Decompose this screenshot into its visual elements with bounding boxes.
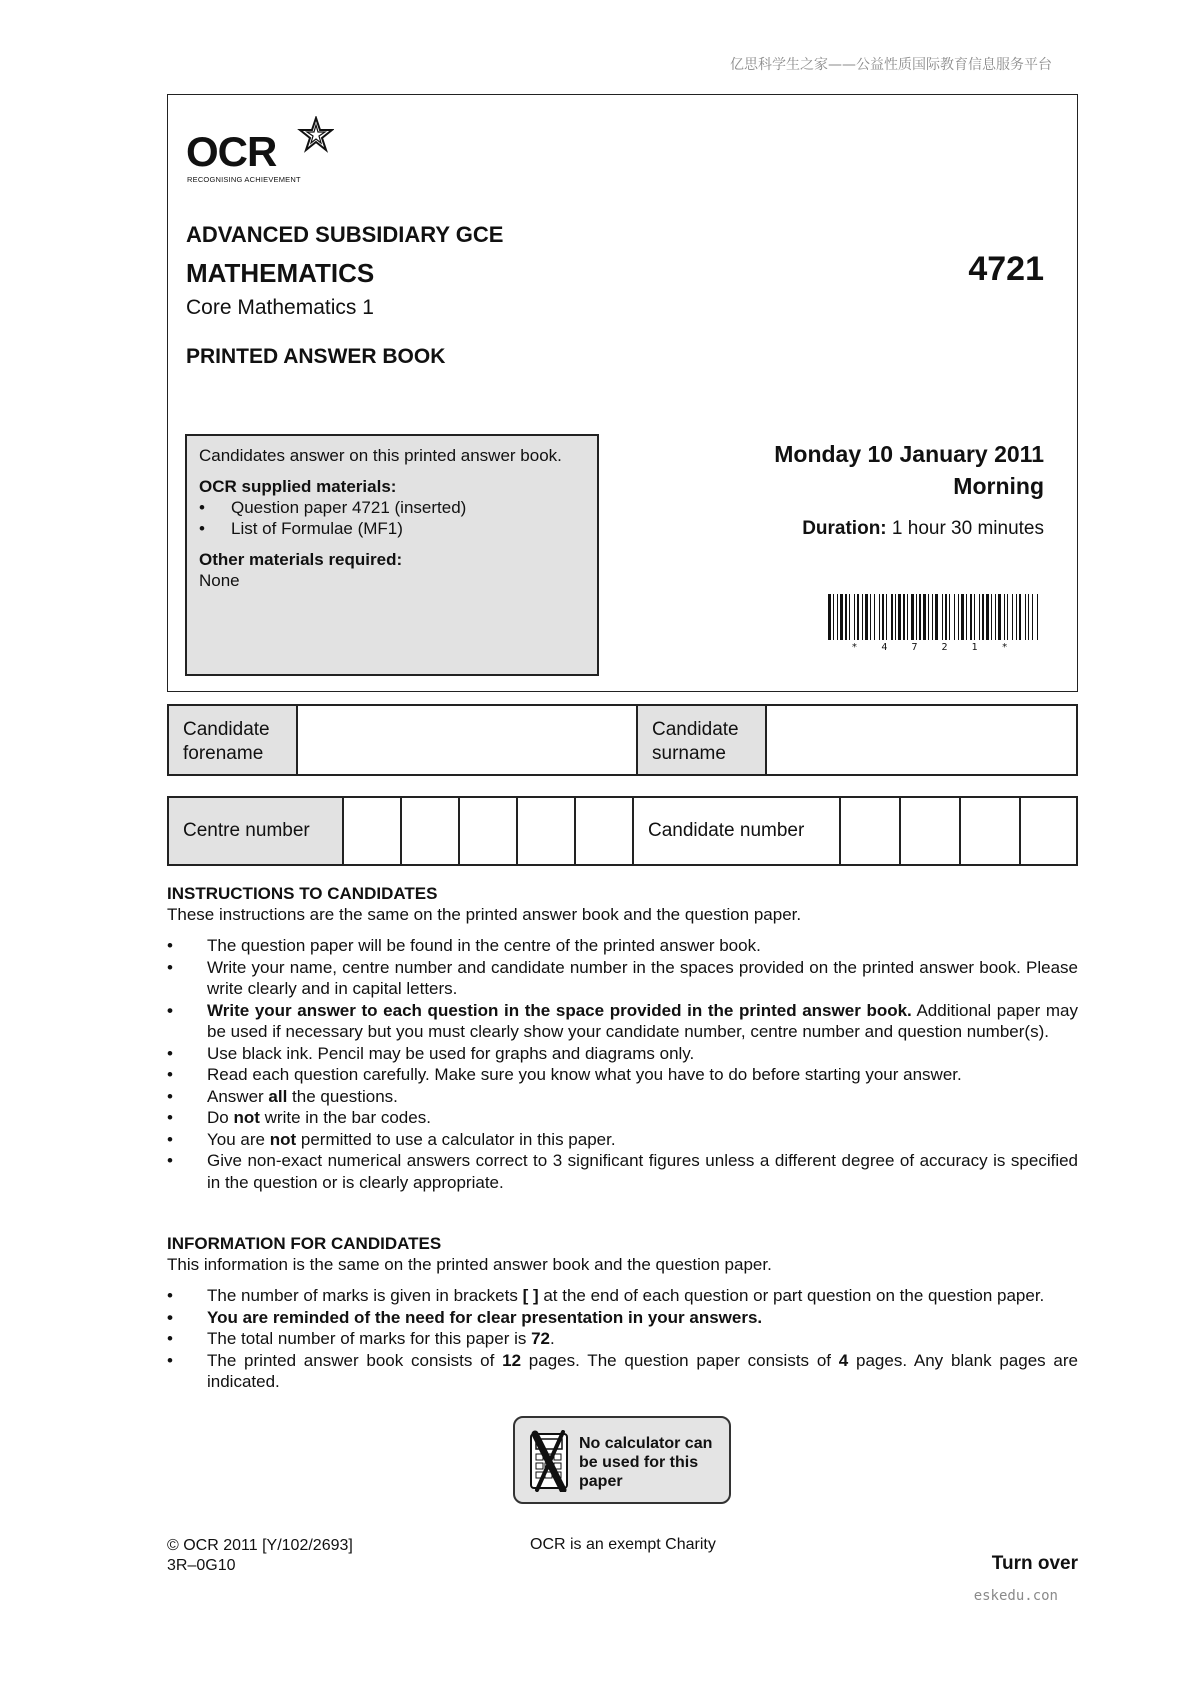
list-item: • Write your answer to each question in the space provided in the printed answer book. Additional paper may be used if necessary but you must clearly show your candidate number, centre number and question number(s). [167, 1000, 1078, 1041]
crossed-calculator-icon [527, 1430, 571, 1492]
barcode-caption: * 4 7 2 1 * [851, 642, 1017, 653]
centre-number-box[interactable] [516, 798, 574, 864]
instructions-title: INSTRUCTIONS TO CANDIDATES [167, 884, 438, 903]
centre-number-box[interactable] [574, 798, 632, 864]
list-item: • The total number of marks for this paper is 72. [167, 1329, 555, 1348]
centre-number-label: Centre number [169, 798, 342, 864]
list-item: • You are not permitted to use a calculator in this paper. [167, 1129, 616, 1149]
list-item: • List of Formulae (MF1) [199, 519, 403, 538]
other-heading: Other materials required: [199, 550, 403, 569]
candidate-number-box[interactable] [839, 798, 899, 864]
forename-field[interactable] [296, 706, 638, 774]
duration [700, 518, 1044, 540]
exam-date-block [700, 438, 1044, 502]
copyright: © OCR 2011 [Y/102/2693] [167, 1537, 353, 1554]
barcode [826, 594, 1042, 654]
candidate-number-label: Candidate number [632, 798, 839, 864]
instructions-subtitle: These instructions are the same on the printed answer book and the question paper. [167, 905, 802, 924]
candidate-number-box[interactable] [959, 798, 1019, 864]
charity-note: OCR is an exempt Charity [530, 1536, 716, 1553]
information-subtitle: This information is the same on the printed answer book and the question paper. [167, 1255, 772, 1274]
paper-ref: 3R–0G10 [167, 1557, 236, 1574]
list-item: • Answer all the questions. [167, 1086, 398, 1106]
ocr-logo [186, 116, 346, 188]
other-value: None [199, 571, 240, 590]
candidate-name-row [167, 704, 1078, 776]
unit-code: 4721 [968, 250, 1044, 288]
centre-number-box[interactable] [400, 798, 458, 864]
list-item: • The printed answer book consists of 12 pages. The question paper consists of 4 pages. Any blank pages are indicated. [167, 1350, 1079, 1391]
unit-title: Core Mathematics 1 [186, 296, 374, 319]
turn-over: Turn over [991, 1553, 1078, 1574]
qualification: ADVANCED SUBSIDIARY GCE [186, 222, 504, 247]
surname-field[interactable] [765, 706, 1076, 774]
materials-box [185, 434, 599, 676]
list-item: • The number of marks is given in brackets [ ] at the end of each question or part question on the question paper. [167, 1286, 1045, 1305]
duration-value: 1 hour 30 minutes [891, 518, 1044, 539]
watermark-bottom: eskedu.con [973, 1588, 1058, 1604]
logo-word: OCR [186, 128, 277, 175]
list-item: • The question paper will be found in the centre of the printed answer book. [167, 936, 761, 955]
materials-intro: Candidates answer on this printed answer book. [199, 446, 562, 465]
list-item: • Write your name, centre number and candidate number in the spaces provided on the printed answer book. Please write clearly and in capital letters. [167, 957, 1078, 998]
no-calculator-text: No calculator can be used for this paper [579, 1435, 713, 1490]
information-title: INFORMATION FOR CANDIDATES [167, 1234, 442, 1253]
information-list [167, 1285, 1078, 1393]
candidate-number-box[interactable] [1019, 798, 1076, 864]
list-item: • You are reminded of the need for clear presentation in your answers. [167, 1307, 763, 1327]
supplied-heading: OCR supplied materials: [199, 477, 397, 496]
footer-left [167, 1536, 353, 1576]
candidate-number-box[interactable] [899, 798, 959, 864]
centre-number-box[interactable] [458, 798, 516, 864]
list-item: • Do not write in the bar codes. [167, 1108, 431, 1127]
list-item: • Give non-exact numerical answers correct to 3 significant figures unless a different degree of accuracy is specified in the question or is clearly appropriate. [167, 1151, 1078, 1192]
centre-number-box[interactable] [342, 798, 400, 864]
list-item: • Read each question carefully. Make sure you know what you have to do before starting your answer. [167, 1065, 962, 1084]
subject-title: MATHEMATICS [186, 258, 375, 288]
star-icon [294, 116, 334, 154]
exam-date: Monday 10 January 2011 [774, 441, 1044, 467]
list-item: • Question paper 4721 (inserted) [199, 498, 467, 517]
surname-label: Candidate surname [638, 706, 765, 774]
instructions-list [167, 935, 1078, 1193]
forename-label: Candidate forename [169, 706, 296, 774]
no-calculator-notice [513, 1416, 731, 1504]
watermark-top: 亿思科学生之家——公益性质国际教育信息服务平台 [730, 57, 1052, 73]
candidate-number-row [167, 796, 1078, 866]
list-item: • Use black ink. Pencil may be used for graphs and diagrams only. [167, 1043, 695, 1063]
book-type: PRINTED ANSWER BOOK [186, 345, 446, 368]
duration-label: Duration: [802, 518, 887, 539]
logo-tagline: RECOGNISING ACHIEVEMENT [187, 175, 301, 184]
exam-session: Morning [953, 473, 1044, 499]
